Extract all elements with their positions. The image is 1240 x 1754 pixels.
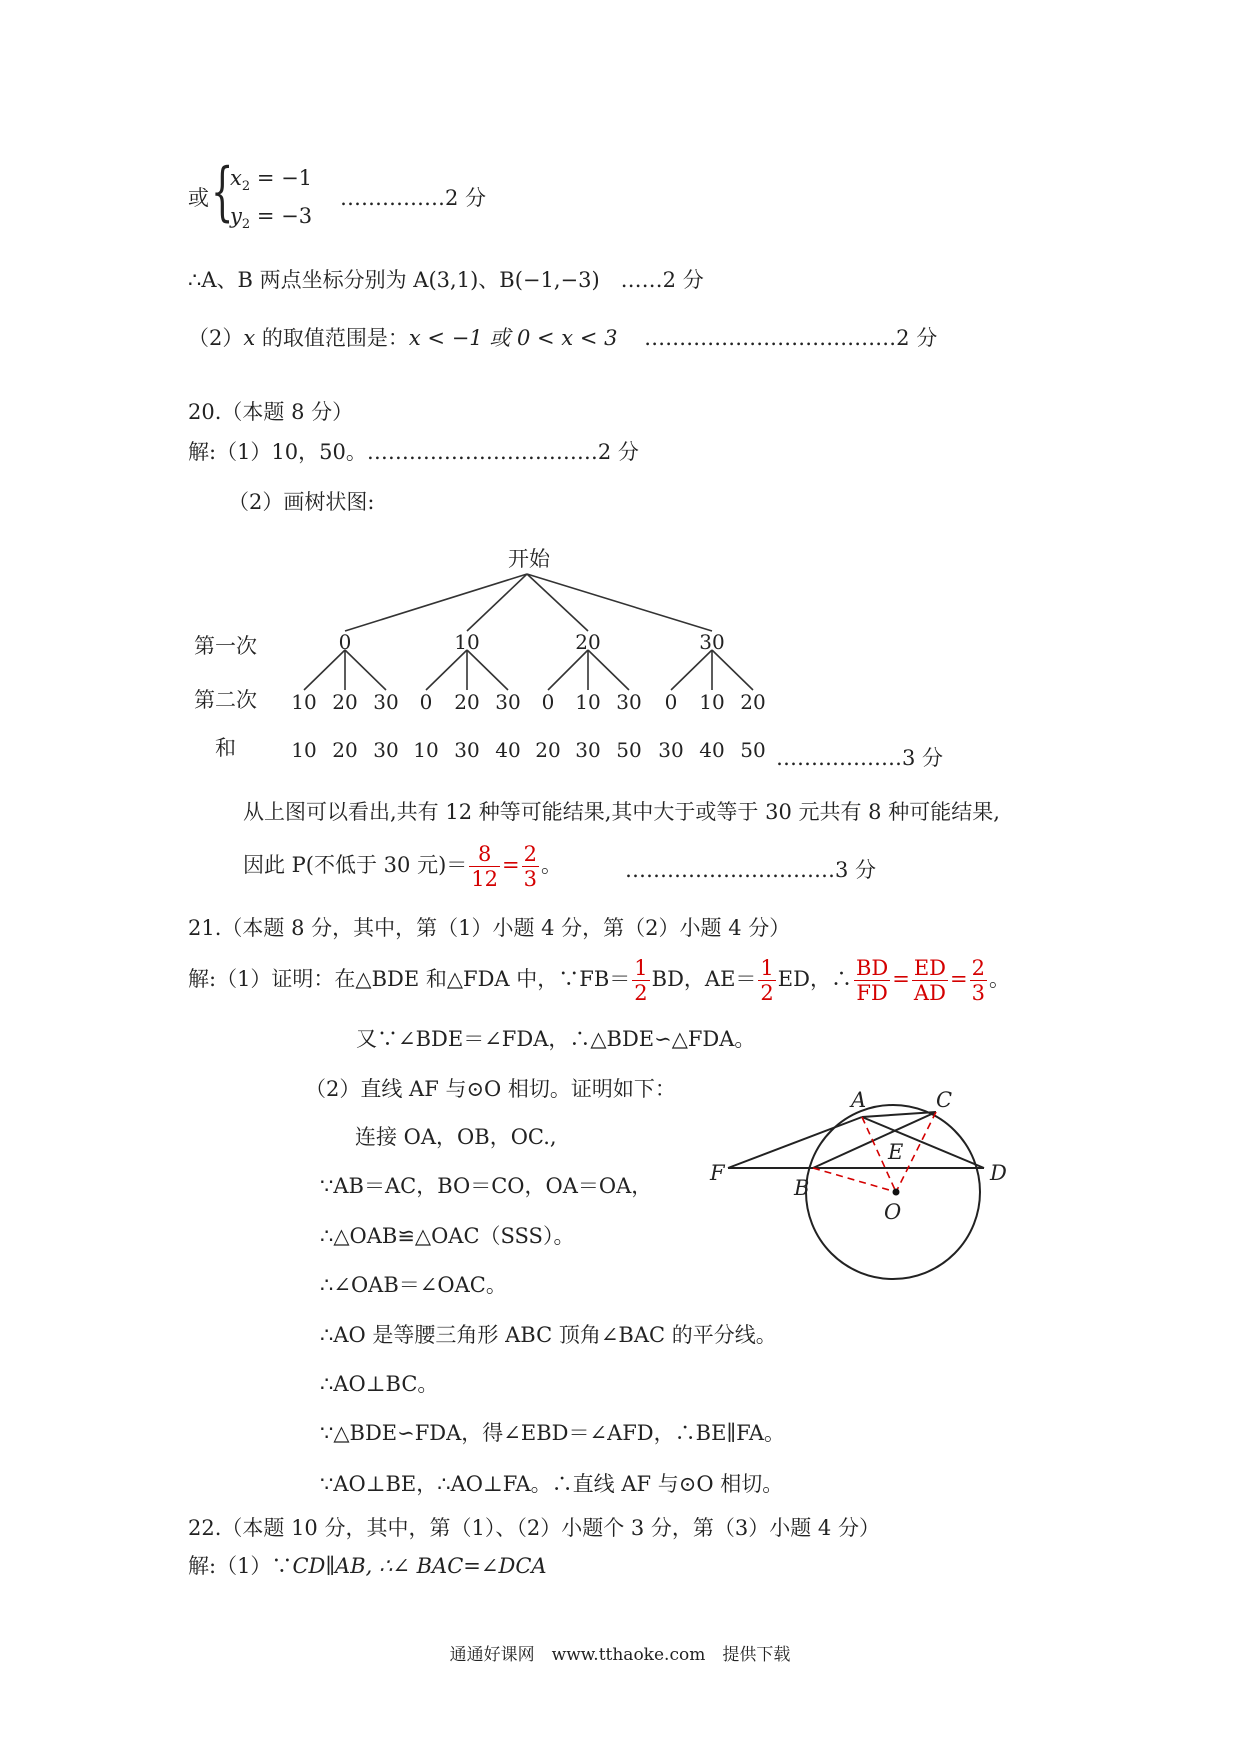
tree-second-node-7: 10 (575, 690, 601, 714)
system-eq2: $y_2 = -3$ (230, 204, 313, 233)
footer: 通通好课网 www.tthaoke.com 提供下载 (449, 1645, 791, 1665)
q20-title: 20.（本题 8 分） (188, 400, 354, 424)
left-brace: { (211, 155, 234, 229)
prob-fraction-2-3: $\frac{2}{3}$ (523, 842, 537, 892)
q20-answer-2: （2）画树状图: (228, 490, 375, 514)
range-line: （2）x 的取值范围是：x < −1 或 0 < x < 3 ………………………………2 分 (188, 326, 938, 350)
tree-row-label-first: 第一次 (194, 634, 257, 658)
label-c: C (936, 1088, 953, 1112)
fraction-2-3: $\frac{2}{3}$ (971, 956, 985, 1006)
tree-second-node-0: 10 (291, 690, 317, 714)
tree-sum-value-1: 20 (332, 738, 358, 762)
tree-sum-value-2: 30 (373, 738, 399, 762)
q21-line-11: ∵AO⊥BE，∴AO⊥FA。∴直线 AF 与⊙O 相切。 (320, 1472, 784, 1496)
tree-first-node-1: 10 (454, 630, 480, 654)
q20-answer-1: 解:（1）10，50。……………………………2 分 (188, 440, 639, 464)
q20-probability-score: …………………………3 分 (625, 858, 877, 882)
tree-score: ………………3 分 (776, 746, 944, 770)
tree-second-node-6: 0 (541, 690, 555, 714)
q21-line-1: 解:（1）证明：在△BDE 和△FDA 中，∵FB＝ $\frac{1}{2}$ BD，AE＝ $\frac{1}{2}$ ED，∴ $\frac{BD}{FD}$ = $\frac{ED}{AD}$ = $\frac{2}{3}$ 。 (188, 956, 1010, 1006)
tree-sum-value-9: 30 (658, 738, 684, 762)
center-point-o (893, 1189, 900, 1196)
tree-row-label-sum: 和 (215, 736, 236, 760)
tree-second-node-8: 30 (616, 690, 642, 714)
line-fa (728, 1117, 862, 1168)
tree-sum-value-8: 50 (616, 738, 642, 762)
tree-second-node-4: 20 (454, 690, 480, 714)
dashed-ob (813, 1168, 896, 1192)
q21-line-8: ∴AO 是等腰三角形 ABC 顶角∠BAC 的平分线。 (320, 1323, 777, 1347)
coords-line: ∴A、B 两点坐标分别为 A(3,1)、B(−1,−3) ……2 分 (188, 268, 704, 292)
tree-sum-value-3: 10 (413, 738, 439, 762)
label-b: B (794, 1176, 810, 1200)
tree-second-node-1: 20 (332, 690, 358, 714)
label-f: F (710, 1161, 725, 1185)
tree-first-node-0: 0 (338, 630, 352, 654)
fraction-bd-fd: $\frac{BD}{FD}$ (855, 956, 889, 1006)
tree-sum-value-5: 40 (495, 738, 521, 762)
label-a: A (851, 1088, 867, 1112)
q21-line-10: ∵△BDE∽FDA，得∠EBD＝∠AFD，∴BE∥FA。 (320, 1421, 786, 1445)
system-eq1: $x_2 = -1$ (230, 166, 313, 195)
fraction-ed-ad: $\frac{ED}{AD}$ (913, 956, 947, 1006)
tree-second-node-5: 30 (495, 690, 521, 714)
q22-title: 22.（本题 10 分，其中，第（1）、（2）小题个 3 分，第（3）小题 4 分） (188, 1516, 880, 1540)
tree-sum-value-0: 10 (291, 738, 317, 762)
tree-sum-value-10: 40 (699, 738, 725, 762)
q21-line-7: ∴∠OAB＝∠OAC。 (320, 1273, 507, 1297)
fraction-1-2-a: $\frac{1}{2}$ (634, 956, 648, 1006)
tree-second-node-10: 10 (699, 690, 725, 714)
tree-sum-value-11: 50 (740, 738, 766, 762)
tree-second-node-9: 0 (664, 690, 678, 714)
q21-line-5: ∵AB＝AC，BO＝CO，OA＝OA， (320, 1174, 653, 1198)
tree-sum-value-6: 20 (535, 738, 561, 762)
q20-probability: 因此 P(不低于 30 元)＝ $\frac{8}{12}$ = $\frac{2}{3}$ 。 (243, 842, 562, 892)
tree-first-node-2: 20 (575, 630, 601, 654)
label-d: D (990, 1161, 1007, 1185)
prob-fraction-8-12: $\frac{8}{12}$ (471, 842, 498, 892)
tree-second-node-3: 0 (419, 690, 433, 714)
q21-line-3: （2）直线 AF 与⊙O 相切。证明如下： (305, 1077, 676, 1101)
tree-sum-value-7: 30 (575, 738, 601, 762)
label-e: E (888, 1140, 904, 1164)
tree-row-label-second: 第二次 (194, 688, 257, 712)
fraction-1-2-b: $\frac{1}{2}$ (760, 956, 774, 1006)
q22-line-1: 解:（1）∵CD∥AB, ∴∠ BAC=∠DCA (188, 1554, 547, 1578)
tree-second-node-11: 20 (740, 690, 766, 714)
q21-line-9: ∴AO⊥BC。 (320, 1372, 439, 1396)
tree-second-node-2: 30 (373, 690, 399, 714)
label-o: O (884, 1200, 902, 1224)
tree-root: 开始 (508, 547, 550, 571)
q21-title: 21.（本题 8 分，其中，第（1）小题 4 分，第（2）小题 4 分） (188, 916, 791, 940)
q20-conclusion: 从上图可以看出,共有 12 种等可能结果,其中大于或等于 30 元共有 8 种可能结果, (243, 800, 1000, 824)
q21-line-6: ∴△OAB≌△OAC（SSS）。 (320, 1224, 575, 1248)
tree-sum-value-4: 30 (454, 738, 480, 762)
tree-first-node-3: 30 (699, 630, 725, 654)
q21-line-4: 连接 OA，OB，OC., (355, 1125, 557, 1149)
q21-line-2: 又∵∠BDE＝∠FDA，∴△BDE∽△FDA。 (356, 1027, 756, 1051)
system-score: ……………2 分 (340, 186, 487, 210)
system-prefix: 或 (188, 186, 209, 210)
